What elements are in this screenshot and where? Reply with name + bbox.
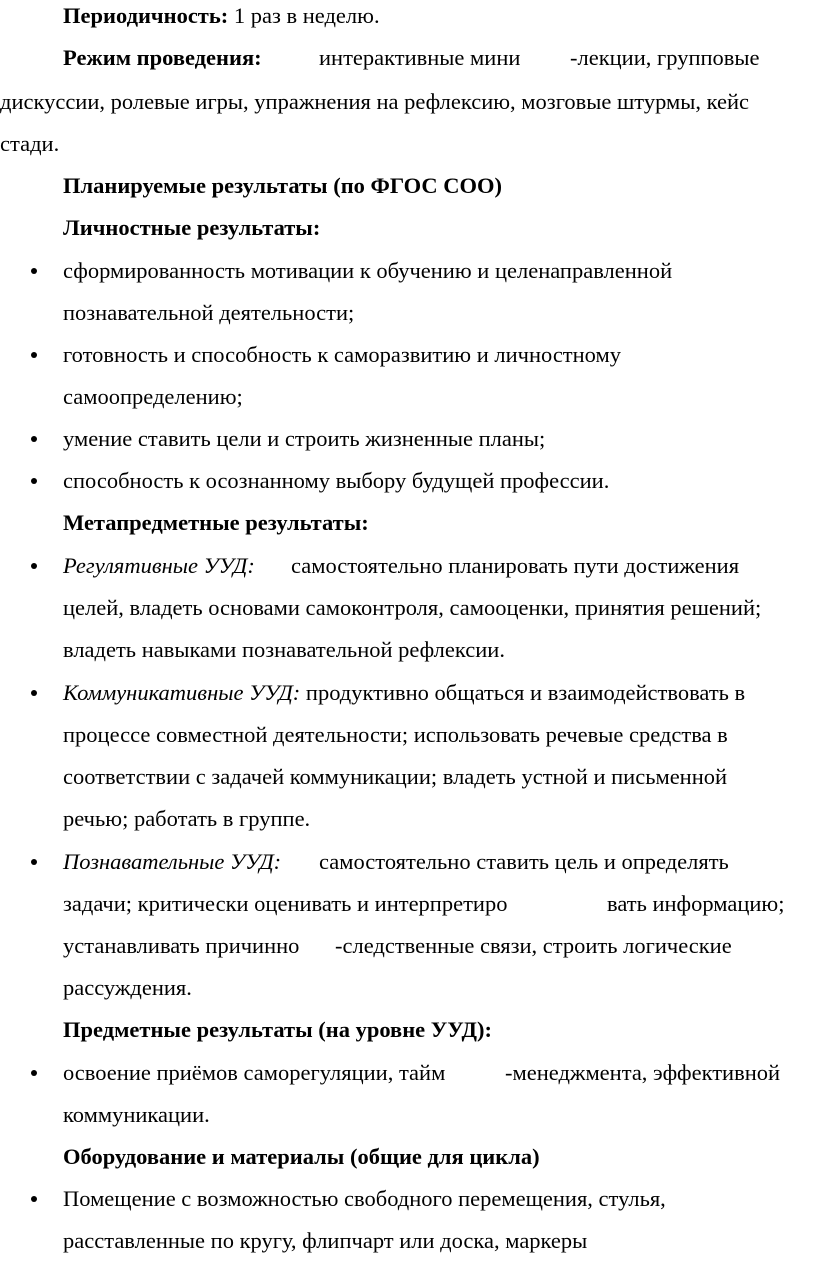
regulatory-line2: целей, владеть основами самоконтроля, самооценки, принятия решений;: [63, 595, 762, 620]
personal-item-3-line1: умение ставить цели и строить жизненные планы;: [63, 426, 546, 451]
cognitive-label: Познавательные УУД:: [63, 849, 282, 874]
bullet-icon: [31, 859, 37, 865]
cognitive-line3b: -следственные связи, строить логические: [335, 933, 732, 958]
communicative-line4: речью; работать в группе.: [63, 806, 311, 831]
personal-results-heading: Личностные результаты:: [63, 215, 321, 240]
bullet-icon: [31, 436, 37, 442]
communicative-line3: соответствии с задачей коммуникации; владеть устной и письменной: [63, 764, 728, 789]
communicative-line1: продуктивно общаться и взаимодействовать в: [300, 680, 746, 705]
mode-text-line2: дискуссии, ролевые игры, упражнения на рефлексию, мозговые штурмы, кейс: [0, 89, 749, 114]
personal-item-1-line2: познавательной деятельности;: [63, 300, 355, 325]
regulatory-label: Регулятивные УУД:: [63, 553, 255, 578]
equipment-line1: Помещение с возможностью свободного перемещения, стулья,: [63, 1186, 666, 1211]
planned-results-heading: Планируемые результаты (по ФГОС СОО): [63, 173, 503, 198]
periodicity-value: 1 раз в неделю.: [228, 3, 380, 28]
regulatory-line3: владеть навыками познавательной рефлексии.: [63, 637, 505, 662]
cognitive-line3a: устанавливать причинно: [63, 933, 300, 958]
meta-results-heading: Метапредметные результаты:: [63, 510, 369, 535]
mode-text-part2: -лекции, групповые: [570, 45, 760, 70]
bullet-icon: [31, 268, 37, 274]
subject-line1a: освоение приёмов саморегуляции, тайм: [63, 1060, 446, 1085]
subject-results-heading: Предметные результаты (на уровне УУД):: [63, 1017, 492, 1042]
bullet-icon: [31, 352, 37, 358]
periodicity-line: [63, 3, 380, 29]
regulatory-line1: самостоятельно планировать пути достижения: [291, 553, 740, 578]
personal-item-4-line1: способность к осознанному выбору будущей профессии.: [63, 468, 610, 493]
mode-text-part1: интерактивные мини: [319, 45, 521, 70]
mode-text-line3: стади.: [0, 131, 60, 156]
bullet-icon: [31, 1196, 37, 1202]
personal-item-2-line2: самоопределению;: [63, 384, 243, 409]
cognitive-line2a: задачи; критически оценивать и интерпретиро: [63, 891, 508, 916]
subject-line2: коммуникации.: [63, 1102, 210, 1127]
communicative-label: Коммуникативные УУД:: [63, 680, 301, 705]
equipment-line2: расставленные по кругу, флипчарт или доска, маркеры: [63, 1228, 588, 1253]
cognitive-line4: рассуждения.: [63, 975, 192, 1000]
personal-item-2-line1: готовность и способность к саморазвитию и личностному: [63, 342, 621, 367]
bullet-icon: [31, 690, 37, 696]
cognitive-line1: самостоятельно ставить цель и определять: [319, 849, 729, 874]
bullet-icon: [31, 563, 37, 569]
bullet-icon: [31, 1070, 37, 1076]
personal-item-1-line1: сформированность мотивации к обучению и целенаправленной: [63, 258, 673, 283]
subject-line1b: -менеджмента, эффективной: [505, 1060, 781, 1085]
periodicity-label: Периодичность:: [63, 3, 229, 28]
cognitive-line2b: вать информацию;: [607, 891, 785, 916]
mode-label: Режим проведения:: [63, 45, 262, 70]
communicative-line2: процессе совместной деятельности; использовать речевые средства в: [63, 722, 728, 747]
communicative-line1-wrap: [63, 680, 745, 706]
equipment-heading: Оборудование и материалы (общие для цикла): [63, 1144, 540, 1169]
bullet-icon: [31, 478, 37, 484]
